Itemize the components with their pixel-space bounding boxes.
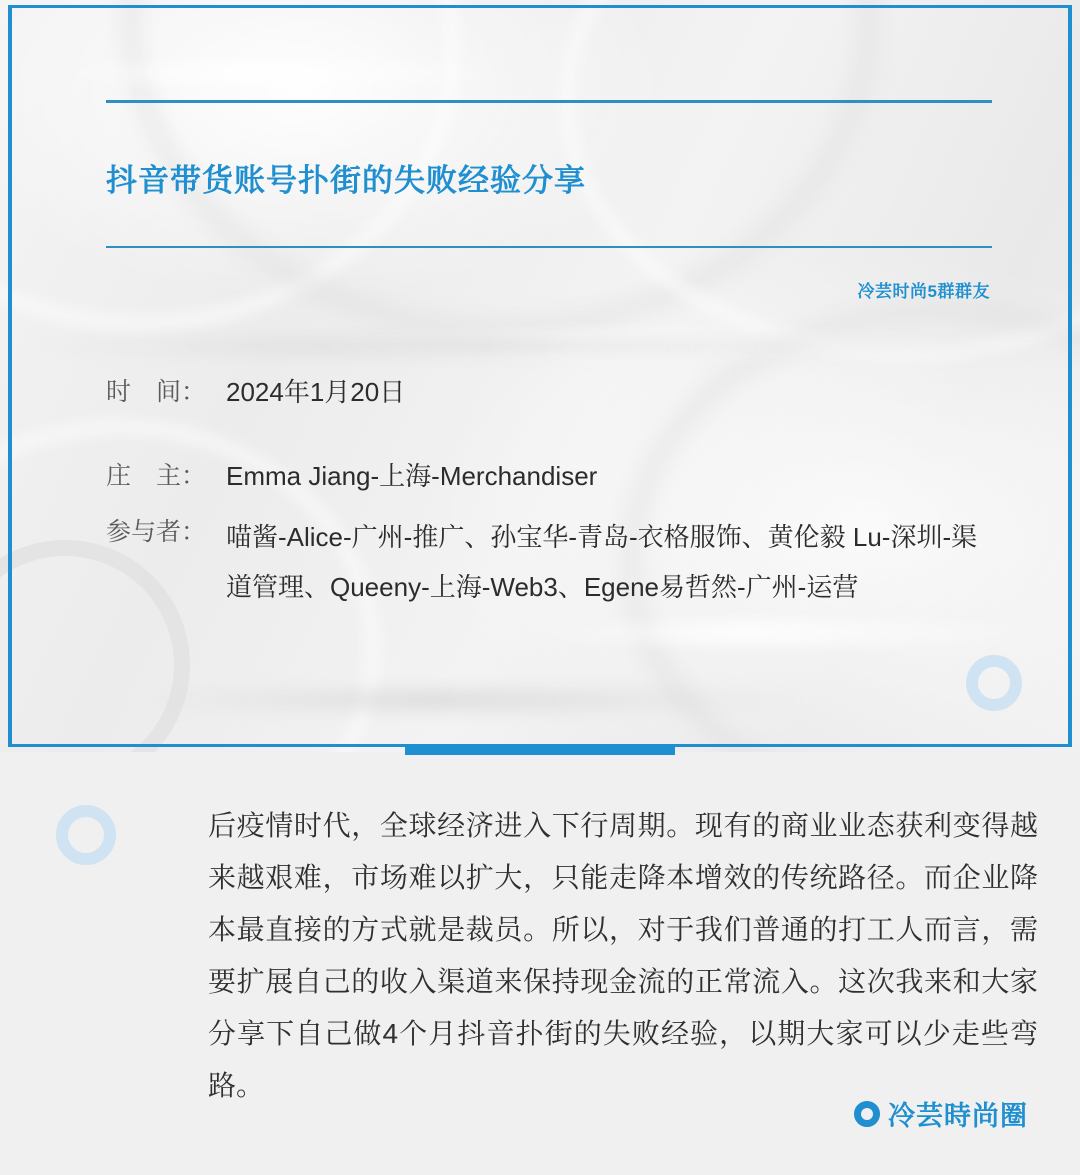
card-border-right bbox=[1068, 8, 1072, 744]
accent-bar bbox=[405, 746, 675, 755]
group-label: 冷芸时尚5群群友 bbox=[857, 282, 990, 301]
brand-logo bbox=[854, 1094, 1028, 1133]
meta-row-host bbox=[106, 456, 986, 496]
texture-streak bbox=[120, 690, 820, 710]
logo-ring-icon bbox=[854, 1101, 880, 1127]
meta-label-host: 庄 主： bbox=[106, 462, 207, 490]
decorative-ring-accent bbox=[966, 655, 1022, 711]
texture-streak bbox=[0, 338, 1080, 354]
title-divider-top bbox=[106, 100, 992, 103]
meta-label-time: 时 间： bbox=[106, 378, 207, 406]
texture-streak bbox=[520, 620, 1080, 646]
title-divider-bottom bbox=[106, 246, 992, 248]
meta-row-time bbox=[106, 372, 986, 412]
meta-label-participants: 参与者： bbox=[106, 518, 207, 546]
body-paragraph: 后疫情时代，全球经济进入下行周期。现有的商业业态获利变得越来越艰难，市场难以扩大，只能走降本增效的传统路径。而企业降本最直接的方式就是裁员。所以，对于我们普通的打工人而言，需要扩展自己的收入渠道来保持现金流的正常流入。这次我来和大家分享下自己做4个月抖音扑街的失败经验，以期大家可以少走些弯路。 bbox=[208, 810, 1038, 1101]
meta-value-time: 2024年1月20日 bbox=[226, 377, 406, 407]
logo-text: 冷芸時尚圈 bbox=[888, 1101, 1028, 1131]
meta-value-host: Emma Jiang-上海-Merchandiser bbox=[226, 461, 598, 491]
meta-row-participants bbox=[106, 512, 1006, 612]
page-title: 抖音带货账号扑街的失败经验分享 bbox=[106, 163, 586, 198]
meta-value-participants: 喵酱-Alice-广州-推广、孙宝华-青岛-衣格服饰、黄伦毅 Lu-深圳-渠道管理、Queeny-上海-Web3、Egene易哲然-广州-运营 bbox=[226, 522, 978, 602]
card-border-top bbox=[8, 5, 1072, 8]
card-border-left bbox=[8, 8, 12, 744]
texture-streak bbox=[40, 60, 540, 86]
decorative-ring-accent bbox=[56, 805, 116, 865]
